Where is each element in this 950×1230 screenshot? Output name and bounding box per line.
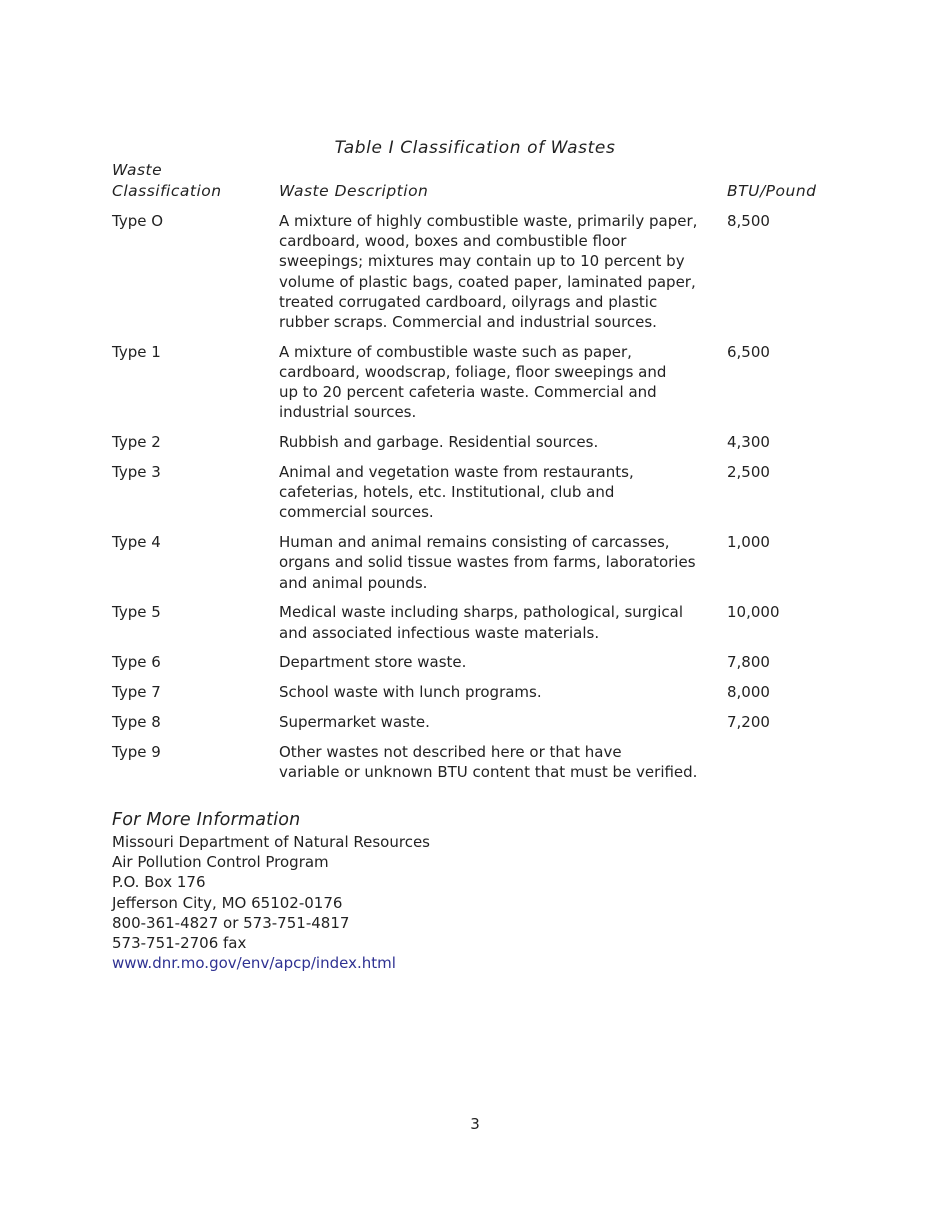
table-row: [112, 532, 872, 593]
waste-type-cell: Type 8: [112, 713, 161, 732]
contact-lines: [112, 832, 430, 953]
contact-line: P.O. Box 176: [112, 873, 206, 892]
more-info-section: [112, 808, 430, 973]
waste-description-cell: Animal and vegetation waste from restaurants, cafeterias, hotels, etc. Institutional, club and commercial sources.: [279, 463, 634, 522]
btu-value-cell: 7,800: [727, 653, 770, 672]
waste-type-cell: Type 7: [112, 683, 161, 702]
contact-line: Missouri Department of Natural Resources: [112, 833, 430, 851]
header-waste-classification-label: Waste Classification: [112, 161, 222, 200]
waste-type-cell: Type 2: [112, 433, 161, 452]
header-waste-classification: [112, 160, 262, 202]
header-waste-description: Waste Description: [279, 182, 429, 200]
table-row: [112, 432, 872, 452]
waste-description-cell: Medical waste including sharps, pathological, surgical and associated infectious waste materials.: [279, 603, 683, 642]
table-row: [112, 211, 872, 332]
waste-type-cell: Type 9: [112, 742, 161, 761]
waste-type-cell: Type 5: [112, 603, 161, 622]
table-row: [112, 462, 872, 523]
btu-value-cell: 4,300: [727, 433, 770, 452]
contact-line: Jefferson City, MO 65102-0176: [112, 893, 343, 912]
table-row: [112, 652, 872, 672]
contact-line: 573-751-2706 fax: [112, 934, 247, 953]
contact-line: 800-361-4827 or 573-751-4817: [112, 913, 350, 932]
table-row: [112, 742, 872, 782]
waste-type-cell: Type O: [112, 212, 164, 230]
contact-line: Air Pollution Control Program: [112, 853, 329, 872]
btu-value-cell: 2,500: [727, 463, 770, 482]
waste-type-cell: Type 3: [112, 463, 161, 482]
more-info-title: For More Information: [112, 810, 301, 830]
waste-table-body: [112, 211, 872, 792]
waste-description-cell: Supermarket waste.: [279, 713, 430, 732]
website-link[interactable]: www.dnr.mo.gov/env/apcp/index.html: [112, 954, 396, 973]
waste-description-cell: A mixture of highly combustible waste, primarily paper, cardboard, wood, boxes and combustible floor sweepings; mixtures may contain up to 10 percent by volume of plastic bags, coated paper, laminated paper, treated corrugated cardboard, oilyrags and plastic rubber scraps. Commercial and industrial sources.: [279, 212, 698, 332]
waste-type-cell: Type 4: [112, 533, 161, 552]
btu-value-cell: 10,000: [727, 603, 780, 622]
btu-value-cell: 8,500: [727, 212, 770, 230]
page-number: 3: [470, 1115, 480, 1133]
table-row: [112, 712, 872, 732]
waste-description-cell: A mixture of combustible waste such as paper, cardboard, woodscrap, foliage, floor sweepings and up to 20 percent cafeteria waste. Commercial and industrial sources.: [279, 342, 667, 422]
waste-type-cell: Type 6: [112, 653, 161, 672]
waste-description-cell: Other wastes not described here or that have variable or unknown BTU content that must be verified.: [279, 742, 698, 782]
table-row: [112, 602, 872, 642]
waste-description-cell: Rubbish and garbage. Residential sources.: [279, 433, 599, 452]
waste-description-cell: Human and animal remains consisting of carcasses, organs and solid tissue wastes from farms, laboratories and animal pounds.: [279, 533, 696, 592]
waste-description-cell: School waste with lunch programs.: [279, 683, 542, 702]
btu-value-cell: 1,000: [727, 533, 770, 552]
table-row: [112, 682, 872, 702]
btu-value-cell: 8,000: [727, 683, 770, 702]
waste-description-cell: Department store waste.: [279, 653, 467, 672]
btu-value-cell: 7,200: [727, 713, 770, 732]
waste-type-cell: Type 1: [112, 342, 161, 361]
table-row: [112, 342, 872, 423]
btu-value-cell: [727, 742, 847, 782]
btu-value-cell: 6,500: [727, 342, 770, 361]
table-title: Table I Classification of Wastes: [334, 138, 616, 158]
header-btu-pound: BTU/Pound: [727, 182, 817, 200]
